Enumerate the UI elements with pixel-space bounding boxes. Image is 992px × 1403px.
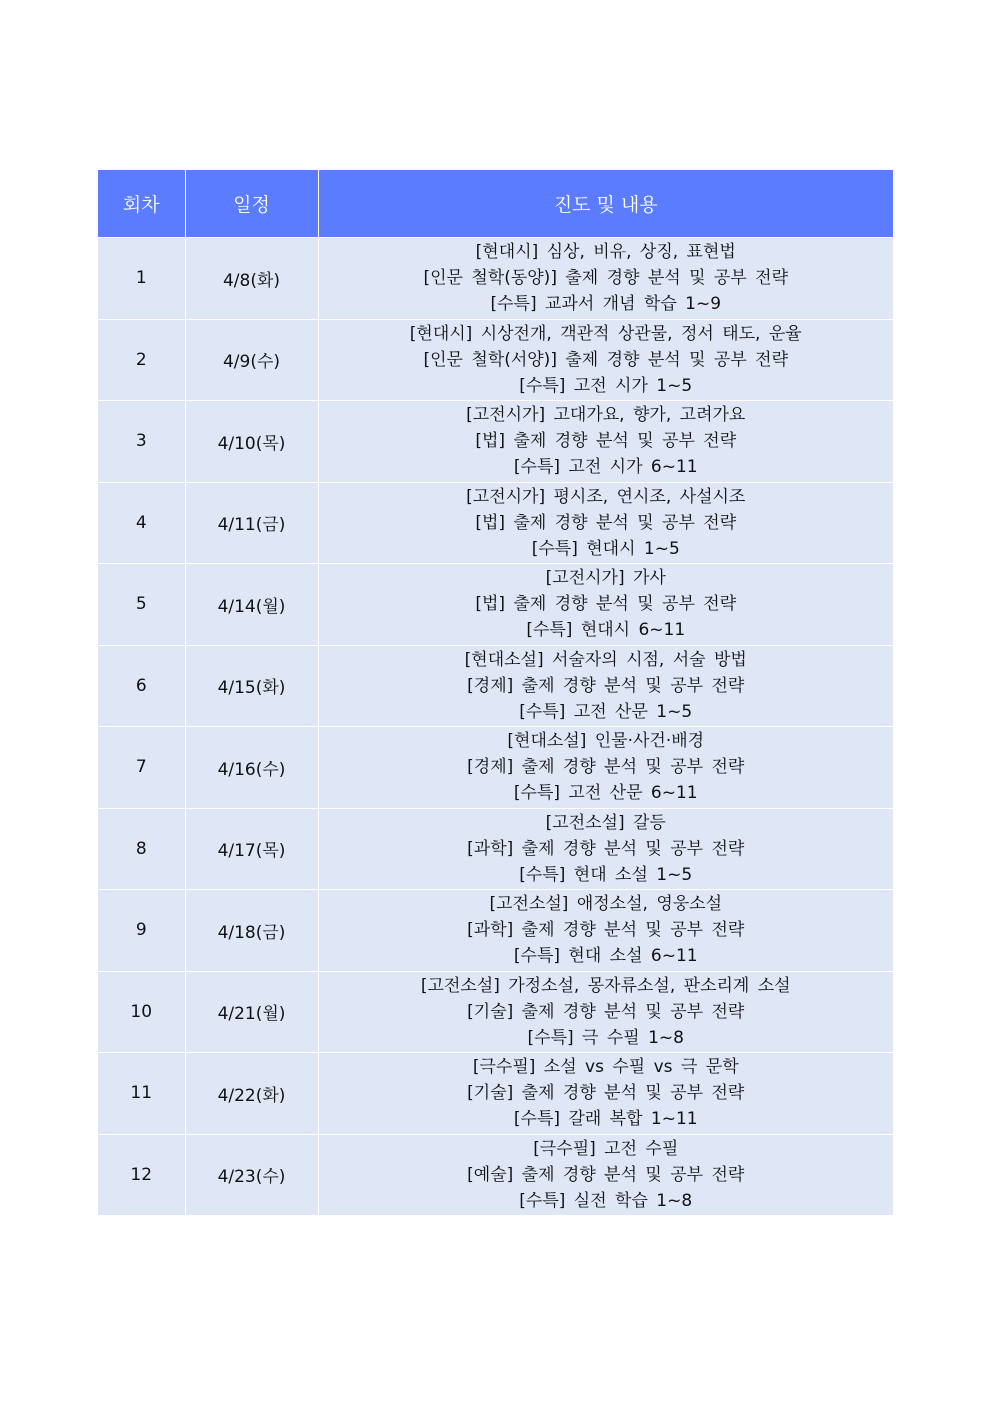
content-line: [경제] 출제 경향 분석 및 공부 전략: [467, 757, 745, 778]
content-cell: [318, 727, 893, 809]
date-cell: 4/8(화): [185, 238, 318, 320]
content-line: [현대시] 시상전개, 객관적 상관물, 정서 태도, 운율: [409, 323, 802, 344]
date-cell: 4/10(목): [185, 401, 318, 483]
session-cell: 4: [98, 482, 185, 564]
header-row: [98, 170, 893, 238]
content-cell: [318, 1134, 893, 1215]
session-cell: 7: [98, 727, 185, 809]
table-row: [98, 645, 893, 727]
content-cell: [318, 971, 893, 1053]
content-line: [고전시가] 평시조, 연시조, 사설시조: [466, 486, 746, 507]
table-row: [98, 401, 893, 483]
content-line: [수특] 현대시 1~5: [531, 538, 680, 559]
table-row: [98, 971, 893, 1053]
date-cell: 4/22(화): [185, 1053, 318, 1135]
content-line: [수특] 갈래 복합 1~11: [513, 1109, 698, 1130]
date-cell: 4/18(금): [185, 890, 318, 972]
content-line: [고전소설] 갈등: [545, 812, 666, 833]
content-line: [수특] 극 수필 1~8: [527, 1027, 684, 1048]
content-line: [법] 출제 경향 분석 및 공부 전략: [475, 431, 737, 452]
date-cell: 4/15(화): [185, 645, 318, 727]
content-cell: [318, 564, 893, 646]
content-line: [현대소설] 서술자의 시점, 서술 방법: [464, 649, 747, 670]
content-cell: [318, 645, 893, 727]
content-line: [과학] 출제 경향 분석 및 공부 전략: [467, 920, 745, 941]
schedule-table: [98, 170, 893, 1215]
content-line: [수특] 고전 산문 6~11: [513, 783, 698, 804]
content-line: [현대시] 심상, 비유, 상징, 표현법: [475, 242, 736, 263]
session-cell: 1: [98, 238, 185, 320]
header-date: 일정: [185, 170, 318, 238]
content-line: [수특] 현대 소설 1~5: [519, 864, 693, 885]
table-row: [98, 319, 893, 401]
content-line: [현대소설] 인물·사건·배경: [507, 731, 705, 752]
table-row: [98, 1053, 893, 1135]
content-line: [수특] 현대시 6~11: [526, 620, 686, 641]
content-line: [고전소설] 애정소설, 영웅소설: [489, 894, 723, 915]
table-row: [98, 808, 893, 890]
content-line: [고전소설] 가정소설, 몽자류소설, 판소리계 소설: [420, 975, 791, 996]
content-line: [극수필] 소설 vs 수필 vs 극 문학: [472, 1057, 739, 1078]
content-line: [기술] 출제 경향 분석 및 공부 전략: [467, 1083, 745, 1104]
date-cell: 4/9(수): [185, 319, 318, 401]
session-cell: 3: [98, 401, 185, 483]
table-body: [98, 238, 893, 1216]
content-line: [법] 출제 경향 분석 및 공부 전략: [475, 594, 737, 615]
content-line: [고전시가] 고대가요, 향가, 고려가요: [466, 405, 746, 426]
date-cell: 4/11(금): [185, 482, 318, 564]
date-cell: 4/23(수): [185, 1134, 318, 1215]
date-cell: 4/17(목): [185, 808, 318, 890]
session-cell: 2: [98, 319, 185, 401]
content-line: [수특] 실전 학습 1~8: [519, 1190, 693, 1211]
content-line: [예술] 출제 경향 분석 및 공부 전략: [467, 1164, 745, 1185]
content-line: [고전시가] 가사: [545, 568, 666, 589]
table-row: [98, 238, 893, 320]
date-cell: 4/14(월): [185, 564, 318, 646]
session-cell: 12: [98, 1134, 185, 1215]
content-cell: [318, 808, 893, 890]
session-cell: 8: [98, 808, 185, 890]
date-cell: 4/21(월): [185, 971, 318, 1053]
content-line: [과학] 출제 경향 분석 및 공부 전략: [467, 838, 745, 859]
table-row: [98, 482, 893, 564]
session-cell: 11: [98, 1053, 185, 1135]
content-line: [경제] 출제 경향 분석 및 공부 전략: [467, 675, 745, 696]
content-line: [법] 출제 경향 분석 및 공부 전략: [475, 512, 737, 533]
session-cell: 10: [98, 971, 185, 1053]
content-cell: [318, 319, 893, 401]
content-cell: [318, 890, 893, 972]
content-cell: [318, 482, 893, 564]
table-row: [98, 727, 893, 809]
content-line: [수특] 교과서 개념 학습 1~9: [490, 294, 722, 315]
content-cell: [318, 1053, 893, 1135]
content-line: [수특] 고전 시가 1~5: [519, 375, 693, 396]
content-cell: [318, 238, 893, 320]
session-cell: 5: [98, 564, 185, 646]
table-row: [98, 564, 893, 646]
table-row: [98, 1134, 893, 1215]
table-row: [98, 890, 893, 972]
content-line: [기술] 출제 경향 분석 및 공부 전략: [467, 1001, 745, 1022]
content-line: [인문 철학(동양)] 출제 경향 분석 및 공부 전략: [423, 268, 789, 289]
content-line: [수특] 현대 소설 6~11: [513, 946, 698, 967]
content-line: [수특] 고전 시가 6~11: [513, 457, 698, 478]
session-cell: 6: [98, 645, 185, 727]
header-session: 회차: [98, 170, 185, 238]
content-line: [수특] 고전 산문 1~5: [519, 701, 693, 722]
session-cell: 9: [98, 890, 185, 972]
content-line: [극수필] 고전 수필: [533, 1138, 679, 1159]
content-line: [인문 철학(서양)] 출제 경향 분석 및 공부 전략: [423, 349, 789, 370]
table-header: [98, 170, 893, 238]
header-content: 진도 및 내용: [318, 170, 893, 238]
content-cell: [318, 401, 893, 483]
date-cell: 4/16(수): [185, 727, 318, 809]
